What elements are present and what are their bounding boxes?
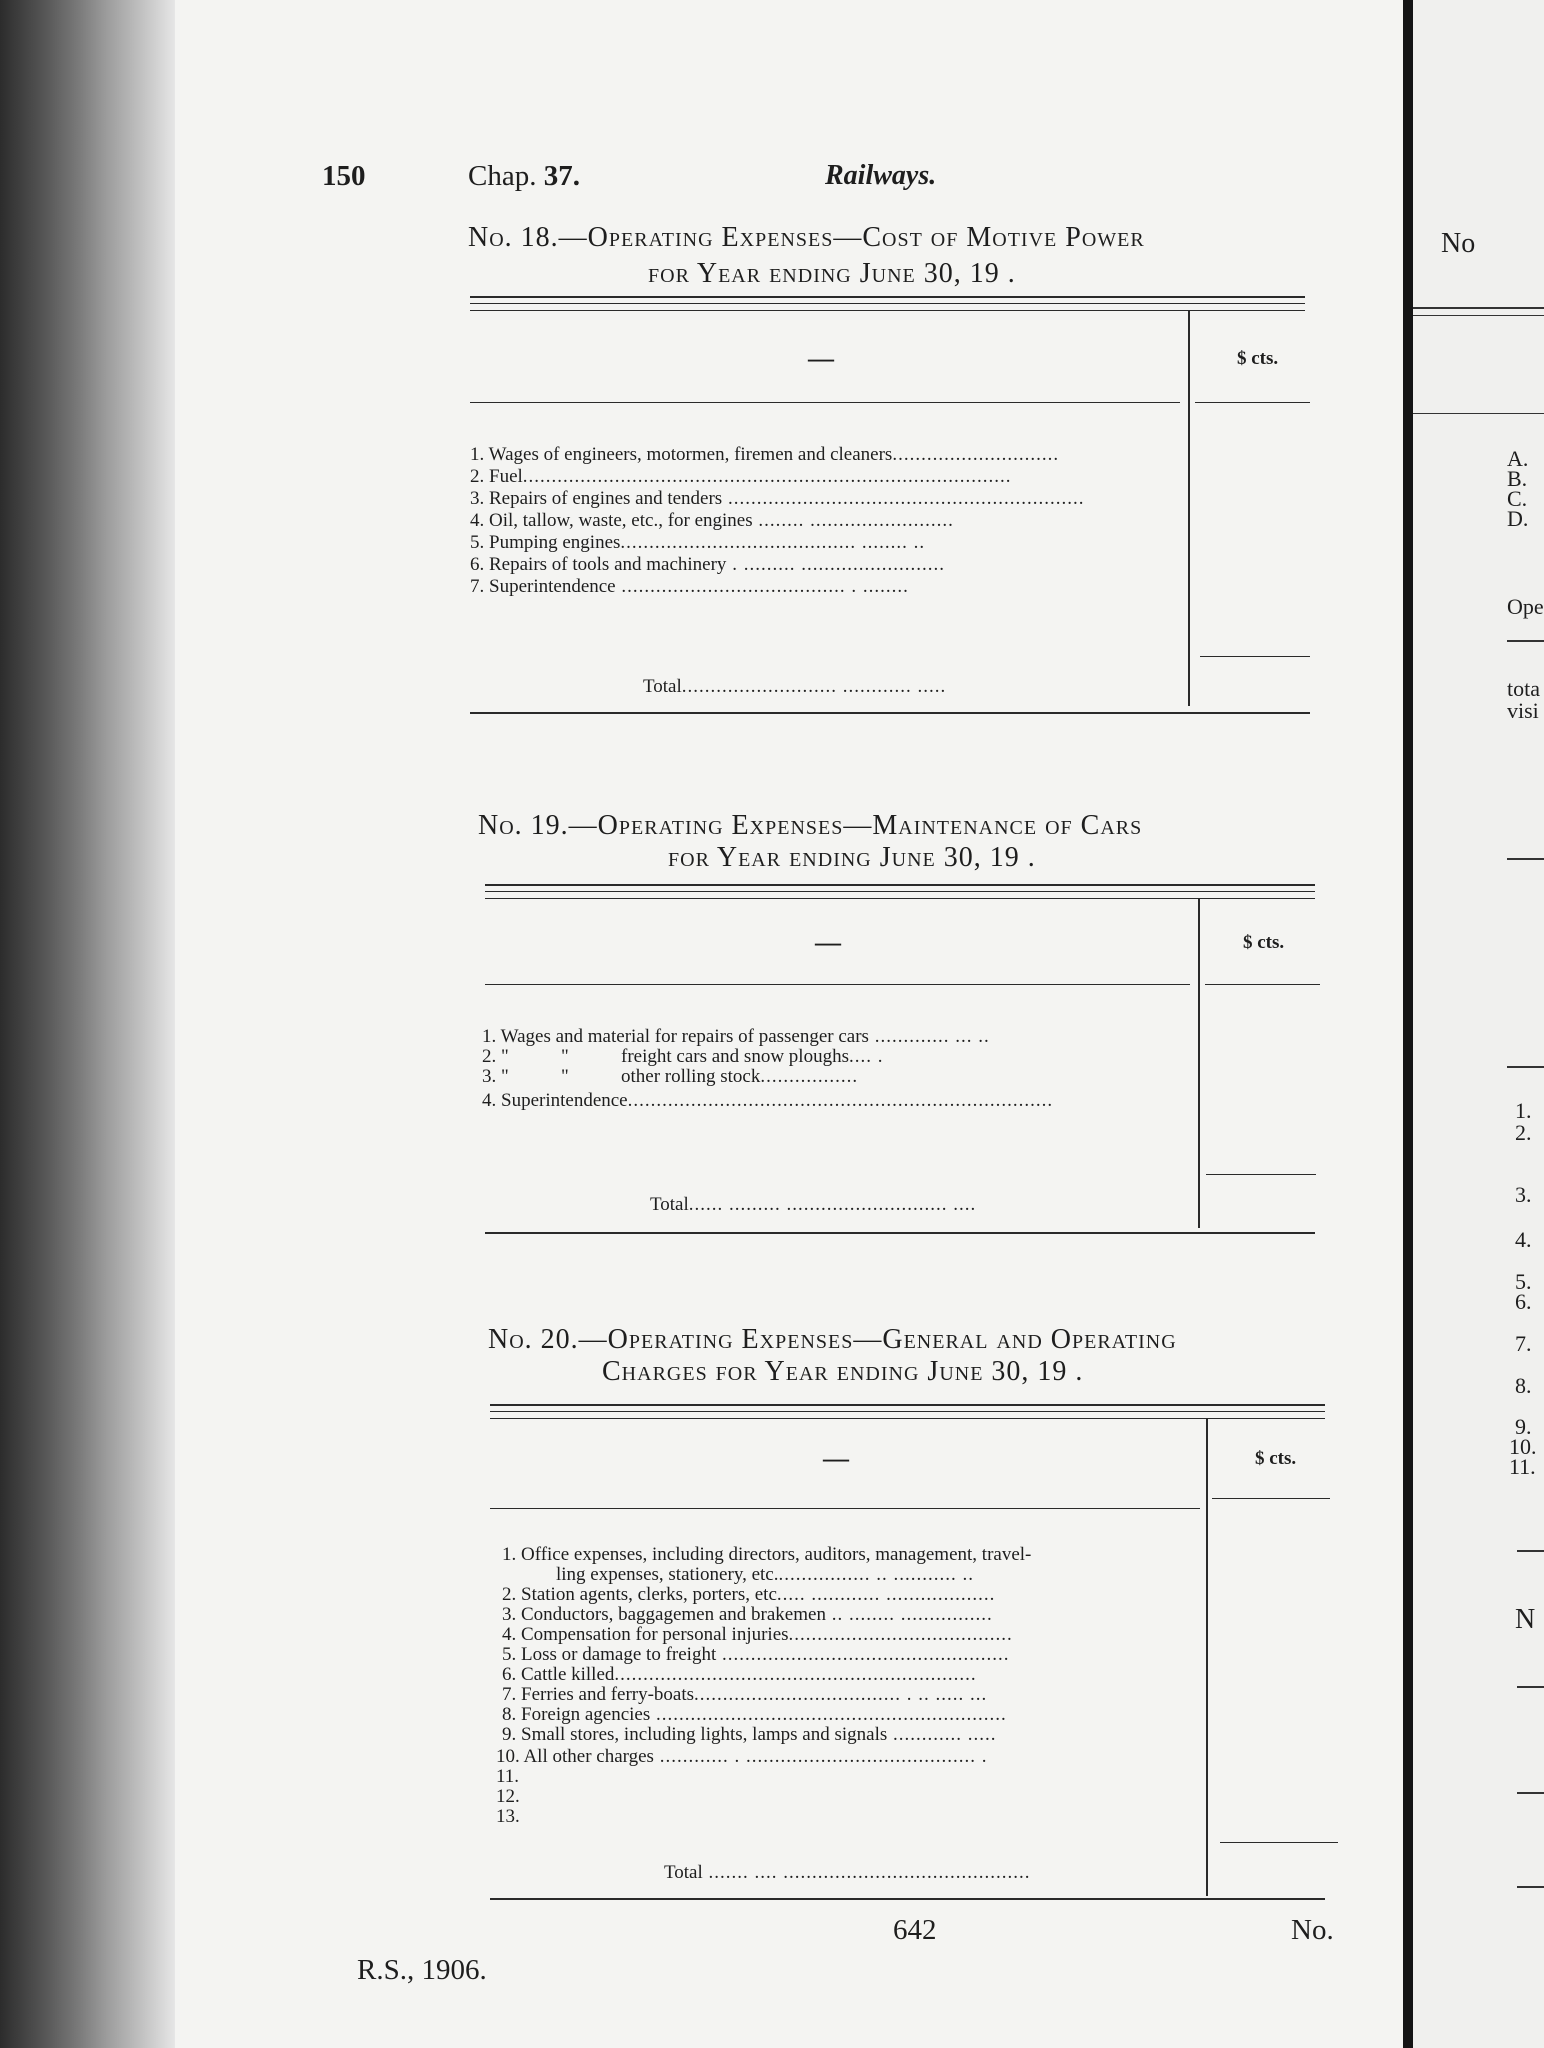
currency-column-header: $ cts. — [1237, 348, 1279, 369]
list-item — [470, 576, 909, 597]
table-bottom-rule — [470, 712, 1310, 714]
table-column-divider — [1206, 1418, 1208, 1896]
list-item — [496, 1746, 987, 1767]
dot-leader: ...... ......... ............................ .... — [688, 1194, 977, 1215]
table-top-rule — [485, 884, 1315, 886]
list-item — [496, 1766, 519, 1787]
subtotal-rule — [1220, 1842, 1338, 1843]
item-number: 12. — [496, 1786, 520, 1807]
table-top-rule — [490, 1411, 1325, 1412]
dot-leader: ........................... ............ ..... — [681, 676, 947, 697]
facing-page-text: 11. — [1509, 1454, 1536, 1479]
list-item — [502, 1724, 997, 1745]
facing-page-rule — [1517, 1886, 1544, 1888]
item-text: Repairs of engines and tenders — [489, 488, 723, 509]
table-title-line1: No. 18.—Operating Expenses—Cost of Motive Power — [468, 222, 1145, 253]
table-title-line1: No. 20.—Operating Expenses—General and Operating — [488, 1324, 1177, 1355]
dot-leader: ............ . ........................................ . — [653, 1746, 988, 1767]
list-item — [502, 1584, 995, 1605]
book-binding-edge — [0, 0, 175, 2048]
table-title-line2: for Year ending June 30, 19 . — [648, 258, 1016, 289]
total-row — [664, 1862, 1031, 1883]
item-number: 13. — [496, 1806, 520, 1827]
facing-page-text: D. — [1507, 506, 1529, 531]
table-top-rule — [490, 1404, 1325, 1406]
list-item — [502, 1644, 1009, 1665]
facing-page-fragment — [1413, 0, 1544, 2048]
table-bottom-rule — [490, 1898, 1325, 1900]
dot-leader: ............................................................... — [614, 1664, 977, 1685]
facing-page-text: 1. — [1515, 1098, 1532, 1123]
list-item — [482, 1090, 1053, 1111]
item-number: 1. — [470, 444, 485, 465]
item-number: 2. — [502, 1584, 517, 1605]
item-text: Superintendence — [501, 1090, 628, 1111]
list-item — [482, 1046, 883, 1067]
list-item — [470, 554, 945, 575]
dot-leader: ............................................................. — [650, 1704, 1007, 1725]
item-text: Loss or damage to freight — [521, 1644, 717, 1665]
catchword: No. — [1291, 1914, 1334, 1946]
header-separator-rule — [1195, 402, 1310, 403]
description-column-header: — — [815, 928, 841, 957]
item-number: 8. — [502, 1704, 517, 1725]
header-separator-rule — [470, 402, 1180, 403]
dot-leader: ......................................... ........ .. — [620, 532, 926, 553]
table-title-line2: for Year ending June 30, 19 . — [668, 842, 1036, 873]
facing-page-rule — [1507, 858, 1544, 860]
list-item — [496, 1786, 520, 1807]
table-column-divider — [1188, 310, 1190, 706]
item-text: Foreign agencies — [521, 1704, 651, 1725]
dot-leader: ................ .. ........... .. — [778, 1564, 974, 1585]
item-text: Compensation for personal injuries — [521, 1624, 789, 1645]
table-title-line1: No. 19.—Operating Expenses—Maintenance of Cars — [478, 810, 1143, 841]
facing-page-text: 6. — [1515, 1289, 1532, 1314]
item-text: Office expenses, including directors, auditors, management, travel- — [521, 1544, 1032, 1565]
list-item — [502, 1704, 1007, 1725]
dot-leader: ..................................................................................... — [522, 466, 1012, 487]
table-top-rule — [485, 898, 1315, 899]
facing-page-text: 10. — [1509, 1434, 1537, 1459]
facing-page-rule — [1517, 1550, 1544, 1552]
dot-leader: . ......... ......................... — [726, 554, 945, 575]
list-item — [502, 1684, 987, 1705]
edition-mark: R.S., 1906. — [357, 1954, 487, 1986]
facing-page-text: 3. — [1515, 1182, 1532, 1207]
chapter-label — [468, 160, 580, 193]
total-row — [650, 1194, 976, 1215]
facing-page-rule — [1507, 640, 1544, 642]
description-column-header: — — [808, 344, 834, 373]
total-label: Total — [650, 1194, 689, 1215]
item-text: Wages of engineers, motormen, firemen and cleaners — [488, 444, 893, 465]
dot-leader: .................................................. — [716, 1644, 1010, 1665]
item-number: 5. — [470, 532, 485, 553]
item-number: 3. — [482, 1066, 497, 1087]
item-text: " " other rolling stock — [501, 1066, 761, 1087]
dot-leader: .... . — [848, 1046, 884, 1067]
currency-column-header: $ cts. — [1255, 1448, 1297, 1469]
total-label: Total — [643, 676, 682, 697]
facing-page-rule — [1507, 1066, 1544, 1068]
item-text: All other charges — [523, 1746, 654, 1767]
table-bottom-rule — [485, 1232, 1315, 1234]
page-number: 150 — [322, 160, 366, 192]
running-title: Railways. — [825, 160, 937, 191]
item-number: 6. — [502, 1664, 517, 1685]
item-text: Pumping engines — [489, 532, 621, 553]
facing-page-text: visi — [1507, 698, 1539, 723]
facing-page-text: 9. — [1515, 1414, 1532, 1439]
facing-page-rule — [1517, 1686, 1544, 1688]
facing-page-text: B. — [1507, 466, 1528, 491]
dot-leader: ........ ......................... — [752, 510, 954, 531]
item-number: 1. — [502, 1544, 517, 1565]
list-item — [502, 1604, 993, 1625]
item-number: 3. — [502, 1604, 517, 1625]
currency-column-header: $ cts. — [1243, 932, 1285, 953]
item-number: 9. — [502, 1724, 517, 1745]
header-separator-rule — [1212, 1498, 1330, 1499]
facing-page-text: A. — [1507, 446, 1529, 471]
item-number: 6. — [470, 554, 485, 575]
header-separator-rule — [1205, 984, 1320, 985]
item-number: 10. — [496, 1746, 520, 1767]
table-title-line2: Charges for Year ending June 30, 19 . — [602, 1356, 1084, 1387]
item-text: Repairs of tools and machinery — [489, 554, 727, 575]
dot-leader: ....................................... . ........ — [615, 576, 909, 597]
item-text: Conductors, baggagemen and brakemen — [521, 1604, 826, 1625]
list-item — [502, 1544, 1031, 1565]
list-item — [470, 488, 1084, 509]
dot-leader: .. ........ ................ — [825, 1604, 993, 1625]
list-item — [502, 1624, 1013, 1645]
subtotal-rule — [1200, 656, 1310, 657]
facing-page-text: 5. — [1515, 1269, 1532, 1294]
list-item — [482, 1026, 990, 1047]
chapter-prefix: Chap. — [468, 160, 537, 192]
item-text: Fuel — [489, 466, 523, 487]
facing-page-text: Ope — [1507, 594, 1544, 619]
item-number: 1. — [482, 1026, 497, 1047]
table-top-rule — [470, 310, 1305, 311]
list-item — [502, 1664, 977, 1685]
item-text: Wages and material for repairs of passenger cars — [500, 1026, 869, 1047]
facing-page-rule — [1413, 413, 1544, 414]
list-item — [470, 510, 954, 531]
total-label: Total — [664, 1862, 703, 1883]
dot-leader: .................................... . .. ..... ... — [694, 1684, 988, 1705]
header-separator-rule — [485, 984, 1190, 985]
item-text: ling expenses, stationery, etc. — [556, 1564, 779, 1585]
list-item — [496, 1806, 520, 1827]
item-number: 7. — [502, 1684, 517, 1705]
item-text: Oil, tallow, waste, etc., for engines — [489, 510, 753, 531]
dot-leader: ..... ............ ................... — [776, 1584, 996, 1605]
facing-page-rule — [1413, 315, 1544, 316]
item-number: 3. — [470, 488, 485, 509]
facing-page-text: 7. — [1515, 1331, 1532, 1356]
facing-page-text: No — [1441, 228, 1476, 259]
subtotal-rule — [1206, 1174, 1316, 1175]
item-number: 2. — [470, 466, 485, 487]
dot-leader: ................. — [760, 1066, 859, 1087]
item-text: Superintendence — [489, 576, 616, 597]
folio-number: 642 — [893, 1914, 937, 1946]
table-top-rule — [490, 1418, 1325, 1419]
facing-page-text: 4. — [1515, 1227, 1532, 1252]
dot-leader: ....................................... — [788, 1624, 1013, 1645]
list-item — [470, 444, 1059, 465]
item-text: Small stores, including lights, lamps and signals — [521, 1724, 888, 1745]
list-item — [482, 1066, 858, 1087]
dot-leader: ....... .... ........................................... — [702, 1862, 1031, 1883]
facing-page-text: tota — [1507, 676, 1540, 701]
table-top-rule — [470, 296, 1305, 298]
item-number: 4. — [502, 1624, 517, 1645]
table-column-divider — [1198, 898, 1200, 1228]
table-top-rule — [485, 891, 1315, 892]
item-text: Station agents, clerks, porters, etc — [521, 1584, 777, 1605]
facing-page-rule — [1517, 1792, 1544, 1794]
facing-page-text: 2. — [1515, 1120, 1532, 1145]
dot-leader: ............ ..... — [887, 1724, 997, 1745]
dot-leader: .......................................................................... — [627, 1090, 1054, 1111]
list-item — [556, 1564, 974, 1585]
list-item — [470, 532, 925, 553]
description-column-header: — — [823, 1444, 849, 1473]
item-text: Cattle killed — [521, 1664, 615, 1685]
list-item — [470, 466, 1012, 487]
item-number: 4. — [482, 1090, 497, 1111]
item-number: 4. — [470, 510, 485, 531]
facing-page-text: C. — [1507, 486, 1528, 511]
item-number: 2. — [482, 1046, 497, 1067]
table-top-rule — [470, 303, 1305, 304]
header-separator-rule — [490, 1508, 1200, 1509]
chapter-number: 37. — [543, 160, 580, 192]
item-number: 5. — [502, 1644, 517, 1665]
item-text: " " freight cars and snow ploughs — [501, 1046, 849, 1067]
facing-page-text: 8. — [1515, 1373, 1532, 1398]
total-row — [643, 676, 946, 697]
item-number: 11. — [496, 1766, 520, 1787]
dot-leader: .............................................................. — [722, 488, 1085, 509]
dot-leader: ............................. — [892, 444, 1060, 465]
item-number: 7. — [470, 576, 485, 597]
page-gutter — [1403, 0, 1413, 2048]
facing-page-text: N — [1515, 1604, 1536, 1635]
facing-page-rule — [1413, 307, 1544, 309]
item-text: Ferries and ferry-boats — [521, 1684, 695, 1705]
dot-leader: ............. ... .. — [868, 1026, 990, 1047]
